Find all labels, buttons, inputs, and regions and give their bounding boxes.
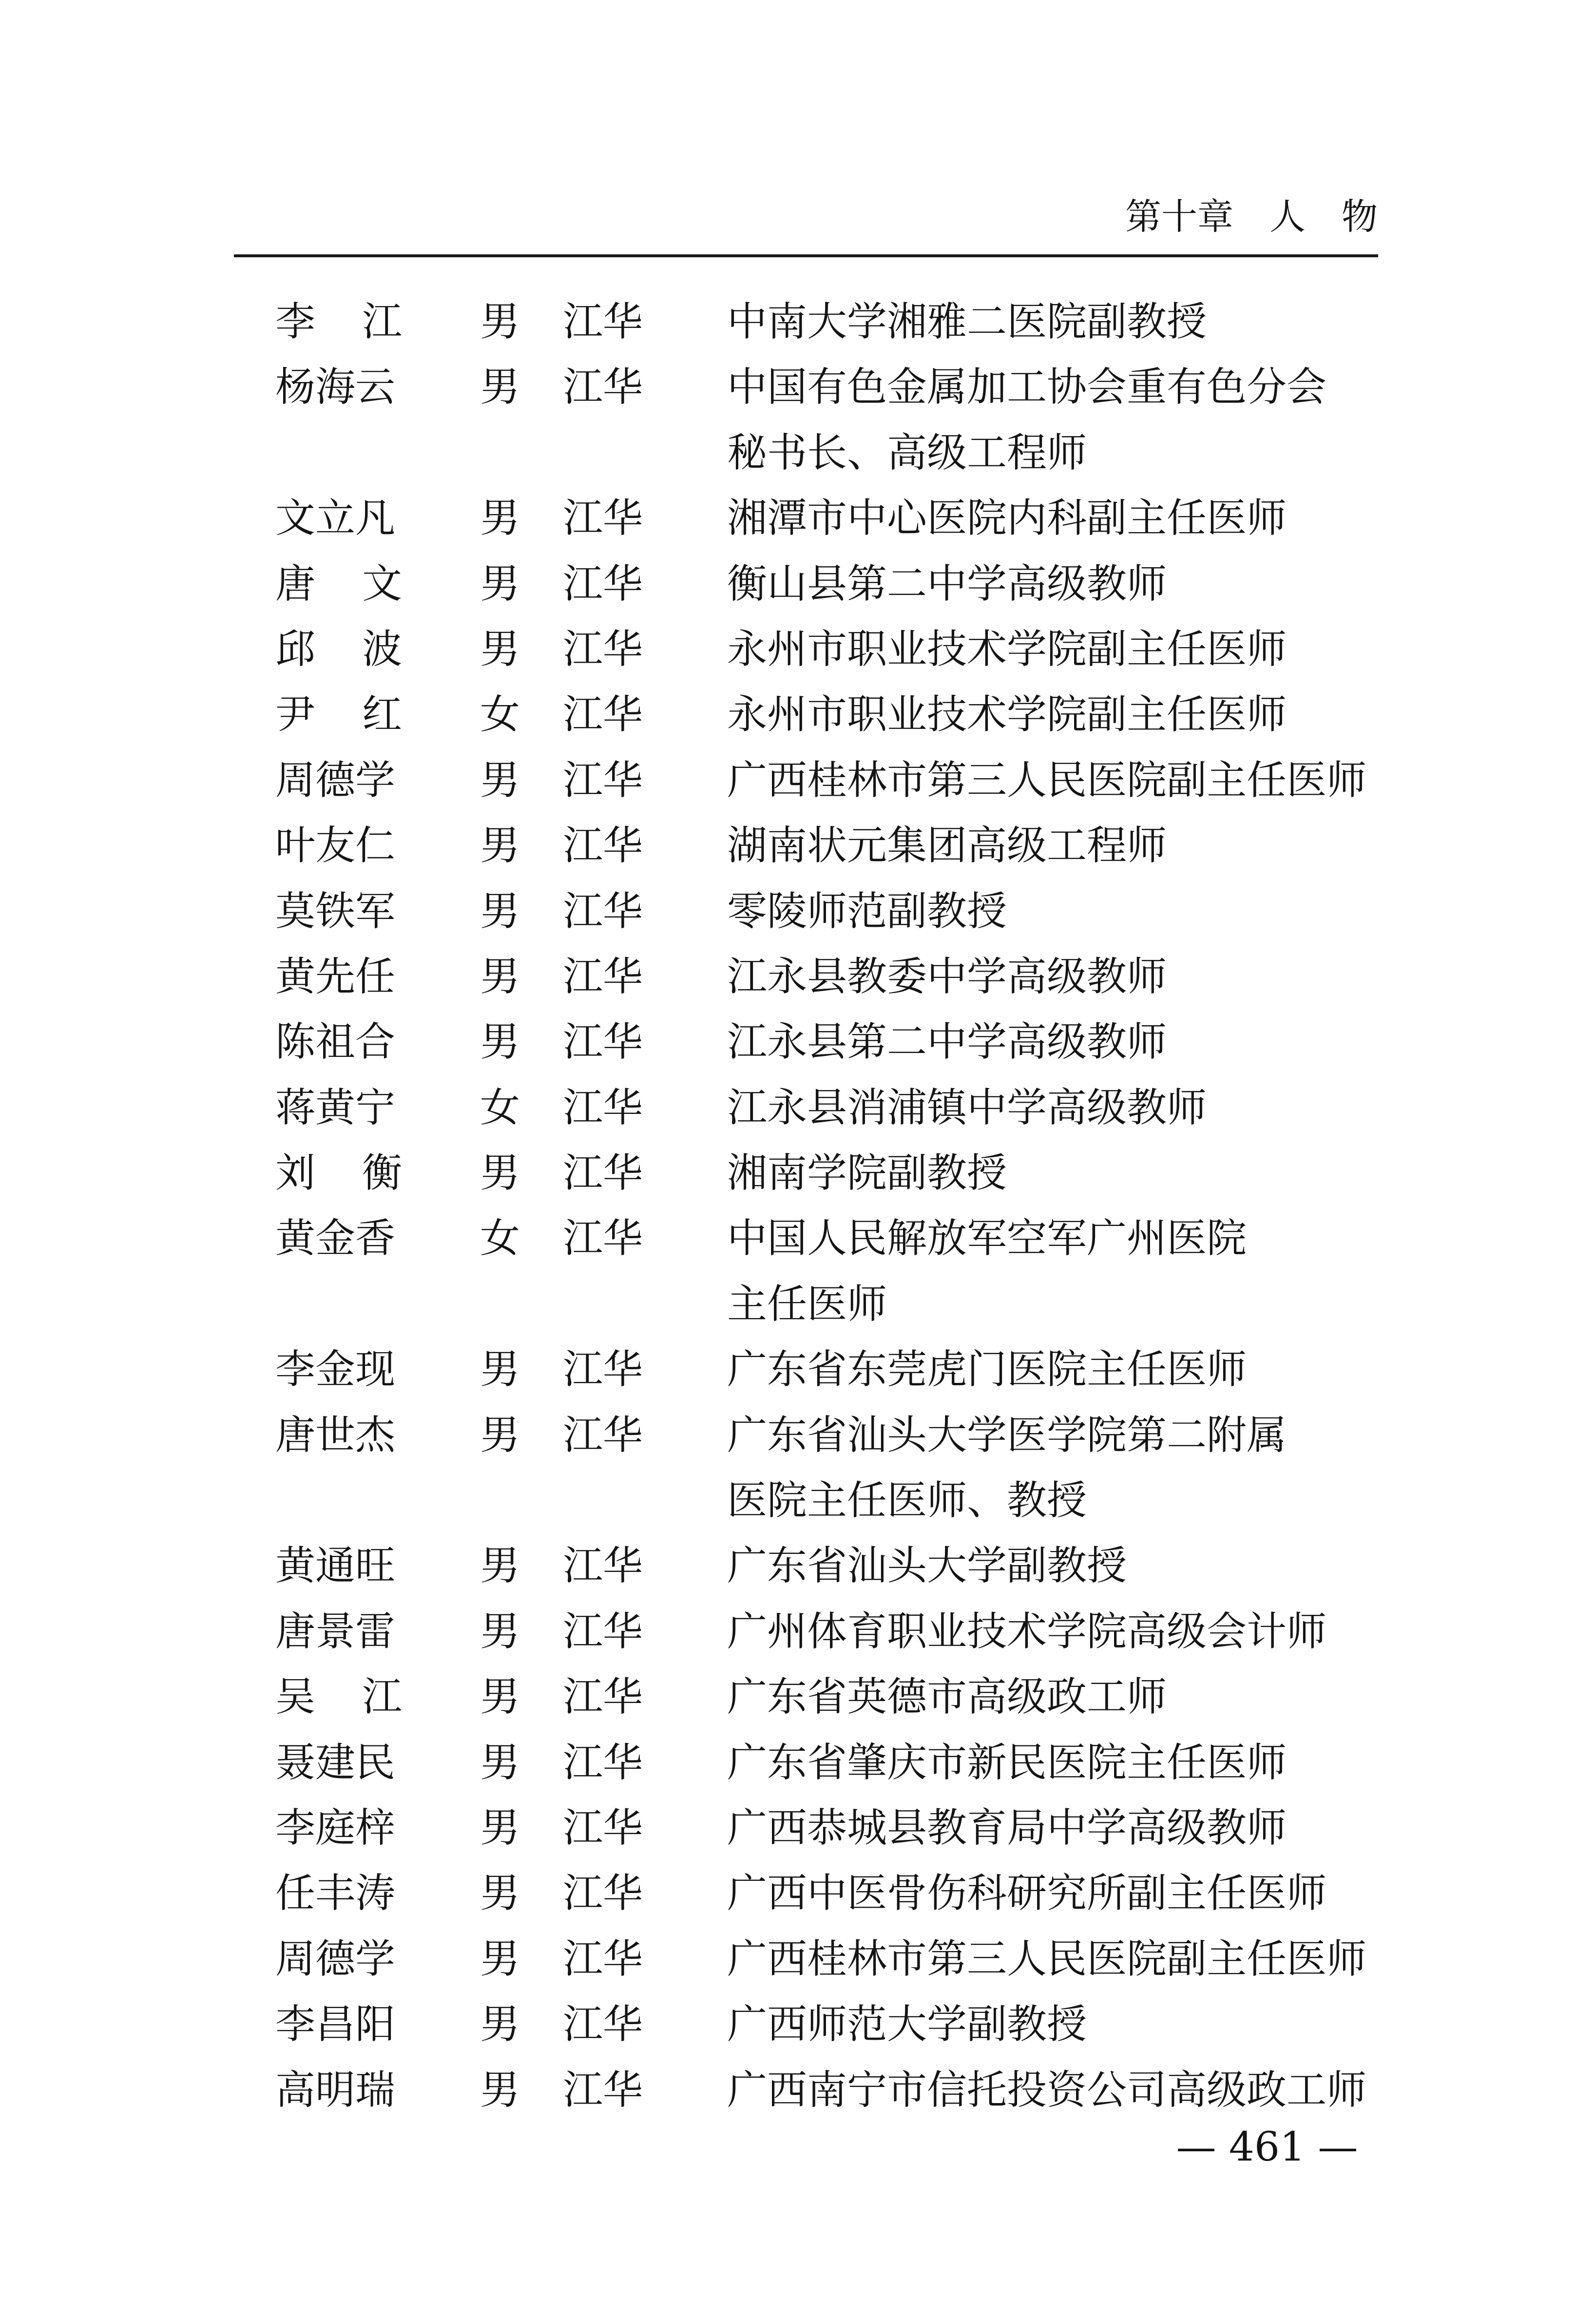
person-position: 广东省东莞虎门医院主任医师 bbox=[727, 1346, 1247, 1393]
header-rule bbox=[234, 254, 1378, 257]
person-name-char: 李 bbox=[275, 299, 316, 345]
person-name-char: 唐 bbox=[275, 560, 316, 607]
person-name bbox=[275, 1141, 402, 1206]
roster-row bbox=[0, 1927, 1596, 1992]
roster-row bbox=[0, 289, 1596, 355]
person-position: 江永县教委中学高级教师 bbox=[727, 953, 1167, 1000]
roster-row bbox=[0, 1272, 1596, 1337]
person-hometown: 江华 bbox=[563, 560, 643, 607]
person-name-char: 尹 bbox=[275, 691, 316, 738]
person-hometown: 江华 bbox=[563, 495, 643, 542]
roster-row bbox=[0, 1730, 1596, 1796]
roster-row bbox=[0, 552, 1596, 617]
roster-row bbox=[0, 1206, 1596, 1271]
person-position: 广东省英德市高级政工师 bbox=[727, 1674, 1167, 1721]
person-position: 广西南宁市信托投资公司高级政工师 bbox=[727, 2067, 1367, 2113]
person-sex: 男 bbox=[480, 2001, 520, 2048]
person-sex: 女 bbox=[480, 1084, 520, 1131]
person-hometown: 江华 bbox=[563, 1674, 643, 1721]
person-position: 广西师范大学副教授 bbox=[727, 2001, 1087, 2048]
person-position: 中国人民解放军空军广州医院 bbox=[727, 1215, 1247, 1262]
roster-row bbox=[0, 421, 1596, 486]
person-sex: 男 bbox=[480, 560, 520, 607]
person-sex: 男 bbox=[480, 1019, 520, 1066]
person-hometown: 江华 bbox=[563, 299, 643, 345]
person-name: 任丰涛 bbox=[275, 1870, 396, 1917]
roster-row bbox=[0, 1665, 1596, 1730]
person-sex: 男 bbox=[480, 953, 520, 1000]
person-hometown: 江华 bbox=[563, 1346, 643, 1393]
person-position: 衡山县第二中学高级教师 bbox=[727, 560, 1167, 607]
person-name-char: 文 bbox=[362, 560, 402, 607]
person-hometown: 江华 bbox=[563, 1608, 643, 1655]
person-name: 陈祖合 bbox=[275, 1019, 396, 1066]
person-hometown: 江华 bbox=[563, 1543, 643, 1589]
person-sex: 男 bbox=[480, 1346, 520, 1393]
person-hometown: 江华 bbox=[563, 953, 643, 1000]
person-name-char: 波 bbox=[362, 626, 402, 672]
person-sex: 男 bbox=[480, 1608, 520, 1655]
roster-row bbox=[0, 1141, 1596, 1206]
person-name: 唐世杰 bbox=[275, 1412, 396, 1458]
roster-row bbox=[0, 355, 1596, 420]
roster-row bbox=[0, 1337, 1596, 1402]
person-sex: 男 bbox=[480, 1739, 520, 1786]
person-sex: 男 bbox=[480, 364, 520, 411]
person-sex: 男 bbox=[480, 626, 520, 672]
person-sex: 男 bbox=[480, 495, 520, 542]
roster-row bbox=[0, 813, 1596, 879]
person-position: 广东省肇庆市新民医院主任医师 bbox=[727, 1739, 1287, 1786]
person-name: 莫铁军 bbox=[275, 888, 396, 935]
person-position: 湘潭市中心医院内科副主任医师 bbox=[727, 495, 1287, 542]
person-name: 周德学 bbox=[275, 1935, 396, 1982]
person-hometown: 江华 bbox=[563, 823, 643, 869]
person-name-char: 江 bbox=[362, 1674, 402, 1721]
person-sex: 男 bbox=[480, 1870, 520, 1917]
roster-row bbox=[0, 748, 1596, 813]
person-name: 蒋黄宁 bbox=[275, 1084, 396, 1131]
person-hometown: 江华 bbox=[563, 1215, 643, 1262]
person-hometown: 江华 bbox=[563, 1150, 643, 1197]
roster-row bbox=[0, 1861, 1596, 1926]
person-name: 黄金香 bbox=[275, 1215, 396, 1262]
person-hometown: 江华 bbox=[563, 888, 643, 935]
person-position: 永州市职业技术学院副主任医师 bbox=[727, 626, 1287, 672]
roster-row bbox=[0, 1403, 1596, 1468]
roster-row bbox=[0, 1468, 1596, 1533]
person-position: 广州体育职业技术学院高级会计师 bbox=[727, 1608, 1327, 1655]
roster-row bbox=[0, 1992, 1596, 2057]
person-hometown: 江华 bbox=[563, 1412, 643, 1458]
person-sex: 男 bbox=[480, 2067, 520, 2113]
roster-row bbox=[0, 2058, 1596, 2123]
person-position: 永州市职业技术学院副主任医师 bbox=[727, 691, 1287, 738]
person-hometown: 江华 bbox=[563, 626, 643, 672]
person-hometown: 江华 bbox=[563, 1935, 643, 1982]
person-position: 中国有色金属加工协会重有色分会 bbox=[727, 364, 1327, 411]
person-hometown: 江华 bbox=[563, 1804, 643, 1851]
roster-row bbox=[0, 944, 1596, 1010]
person-name: 黄先任 bbox=[275, 953, 396, 1000]
roster-row bbox=[0, 617, 1596, 682]
roster-row bbox=[0, 1075, 1596, 1141]
person-hometown: 江华 bbox=[563, 1739, 643, 1786]
person-sex: 男 bbox=[480, 1674, 520, 1721]
person-position: 湘南学院副教授 bbox=[727, 1150, 1007, 1197]
person-name: 李庭梓 bbox=[275, 1804, 396, 1851]
person-sex: 男 bbox=[480, 1150, 520, 1197]
person-name-char: 邱 bbox=[275, 626, 316, 672]
roster-row bbox=[0, 1796, 1596, 1861]
person-hometown: 江华 bbox=[563, 757, 643, 804]
person-position: 广西中医骨伤科研究所副主任医师 bbox=[727, 1870, 1327, 1917]
person-hometown: 江华 bbox=[563, 364, 643, 411]
person-name: 唐景雷 bbox=[275, 1608, 396, 1655]
person-position-continued: 医院主任医师、教授 bbox=[727, 1477, 1087, 1524]
person-hometown: 江华 bbox=[563, 1870, 643, 1917]
person-position: 江永县第二中学高级教师 bbox=[727, 1019, 1167, 1066]
person-sex: 男 bbox=[480, 823, 520, 869]
person-name: 周德学 bbox=[275, 757, 396, 804]
person-position: 广东省汕头大学副教授 bbox=[727, 1543, 1127, 1589]
person-position: 中南大学湘雅二医院副教授 bbox=[727, 299, 1207, 345]
person-position: 广东省汕头大学医学院第二附属 bbox=[727, 1412, 1287, 1458]
person-name bbox=[275, 617, 402, 682]
chapter-header: 第十章 人 物 bbox=[1125, 196, 1378, 238]
roster-row bbox=[0, 1010, 1596, 1075]
roster-row bbox=[0, 486, 1596, 551]
person-name: 叶友仁 bbox=[275, 823, 396, 869]
person-name: 黄通旺 bbox=[275, 1543, 396, 1589]
person-position-continued: 秘书长、高级工程师 bbox=[727, 429, 1087, 476]
roster-row bbox=[0, 1599, 1596, 1665]
person-hometown: 江华 bbox=[563, 2067, 643, 2113]
person-sex: 男 bbox=[480, 1804, 520, 1851]
person-name bbox=[275, 552, 402, 617]
person-name-char: 刘 bbox=[275, 1150, 316, 1197]
person-position: 广西桂林市第三人民医院副主任医师 bbox=[727, 1935, 1367, 1982]
person-position: 广西桂林市第三人民医院副主任医师 bbox=[727, 757, 1367, 804]
person-name bbox=[275, 682, 402, 747]
person-name: 李昌阳 bbox=[275, 2001, 396, 2048]
person-sex: 女 bbox=[480, 691, 520, 738]
person-name-char: 红 bbox=[362, 691, 402, 738]
person-sex: 男 bbox=[480, 1543, 520, 1589]
person-hometown: 江华 bbox=[563, 1019, 643, 1066]
person-position: 广西恭城县教育局中学高级教师 bbox=[727, 1804, 1287, 1851]
roster-row bbox=[0, 879, 1596, 944]
person-sex: 男 bbox=[480, 1412, 520, 1458]
person-name-char: 江 bbox=[362, 299, 402, 345]
person-position: 零陵师范副教授 bbox=[727, 888, 1007, 935]
person-hometown: 江华 bbox=[563, 1084, 643, 1131]
person-hometown: 江华 bbox=[563, 2001, 643, 2048]
roster-row bbox=[0, 682, 1596, 747]
person-sex: 男 bbox=[480, 1935, 520, 1982]
person-position-continued: 主任医师 bbox=[727, 1281, 887, 1327]
person-name-char: 吴 bbox=[275, 1674, 316, 1721]
person-sex: 女 bbox=[480, 1215, 520, 1262]
person-name bbox=[275, 289, 402, 355]
person-position: 湖南状元集团高级工程师 bbox=[727, 823, 1167, 869]
person-name: 杨海云 bbox=[275, 364, 396, 411]
person-name: 高明瑞 bbox=[275, 2067, 396, 2113]
person-name: 聂建民 bbox=[275, 1739, 396, 1786]
person-name: 李金现 bbox=[275, 1346, 396, 1393]
person-position: 江永县消浦镇中学高级教师 bbox=[727, 1084, 1207, 1131]
person-sex: 男 bbox=[480, 299, 520, 345]
person-name bbox=[275, 1665, 402, 1730]
page-number: — 461 — bbox=[1176, 2124, 1358, 2170]
roster-row bbox=[0, 1533, 1596, 1599]
person-sex: 男 bbox=[480, 888, 520, 935]
person-sex: 男 bbox=[480, 757, 520, 804]
person-name-char: 衡 bbox=[362, 1150, 402, 1197]
person-name: 文立凡 bbox=[275, 495, 396, 542]
personnel-roster bbox=[0, 289, 1596, 2123]
person-hometown: 江华 bbox=[563, 691, 643, 738]
